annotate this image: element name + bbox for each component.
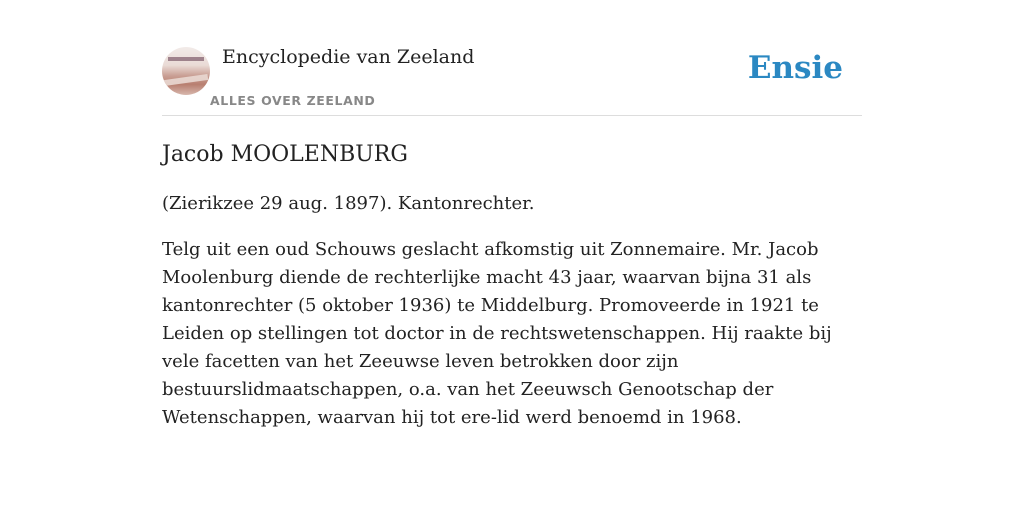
article-body: Telg uit een oud Schouws geslacht afkomstig uit Zonnemaire. Mr. Jacob Moolenburg diende de rechterlijke macht 43 jaar, waarvan bijna 31 als kantonrechter (5 oktober 1936) te Middelburg. Promoveerde in 1921 te Leiden op stellingen tot doctor in de rechtswetenschappen. Hij raakte bij vele facetten van het Zeeuwse leven betrokken door zijn bestuurslidmaatschappen, o.a. van het Zeeuwsch Genootschap der Wetenschappen, waarvan hij tot ere-lid werd benoemd in 1968. xyxy=(162,239,832,428)
site-subtitle: ALLES OVER ZEELAND xyxy=(210,93,376,108)
site-title[interactable]: Encyclopedie van Zeeland xyxy=(222,46,475,68)
article-lead: (Zierikzee 29 aug. 1897). Kantonrechter. xyxy=(162,193,535,214)
site-avatar-icon[interactable] xyxy=(162,47,210,95)
brand-logo[interactable]: Ensie xyxy=(747,50,843,86)
avatar-detail xyxy=(168,57,204,61)
article xyxy=(162,140,862,432)
article-title: Jacob MOOLENBURG xyxy=(162,142,408,167)
avatar-detail xyxy=(164,74,208,86)
site-header xyxy=(162,44,862,116)
